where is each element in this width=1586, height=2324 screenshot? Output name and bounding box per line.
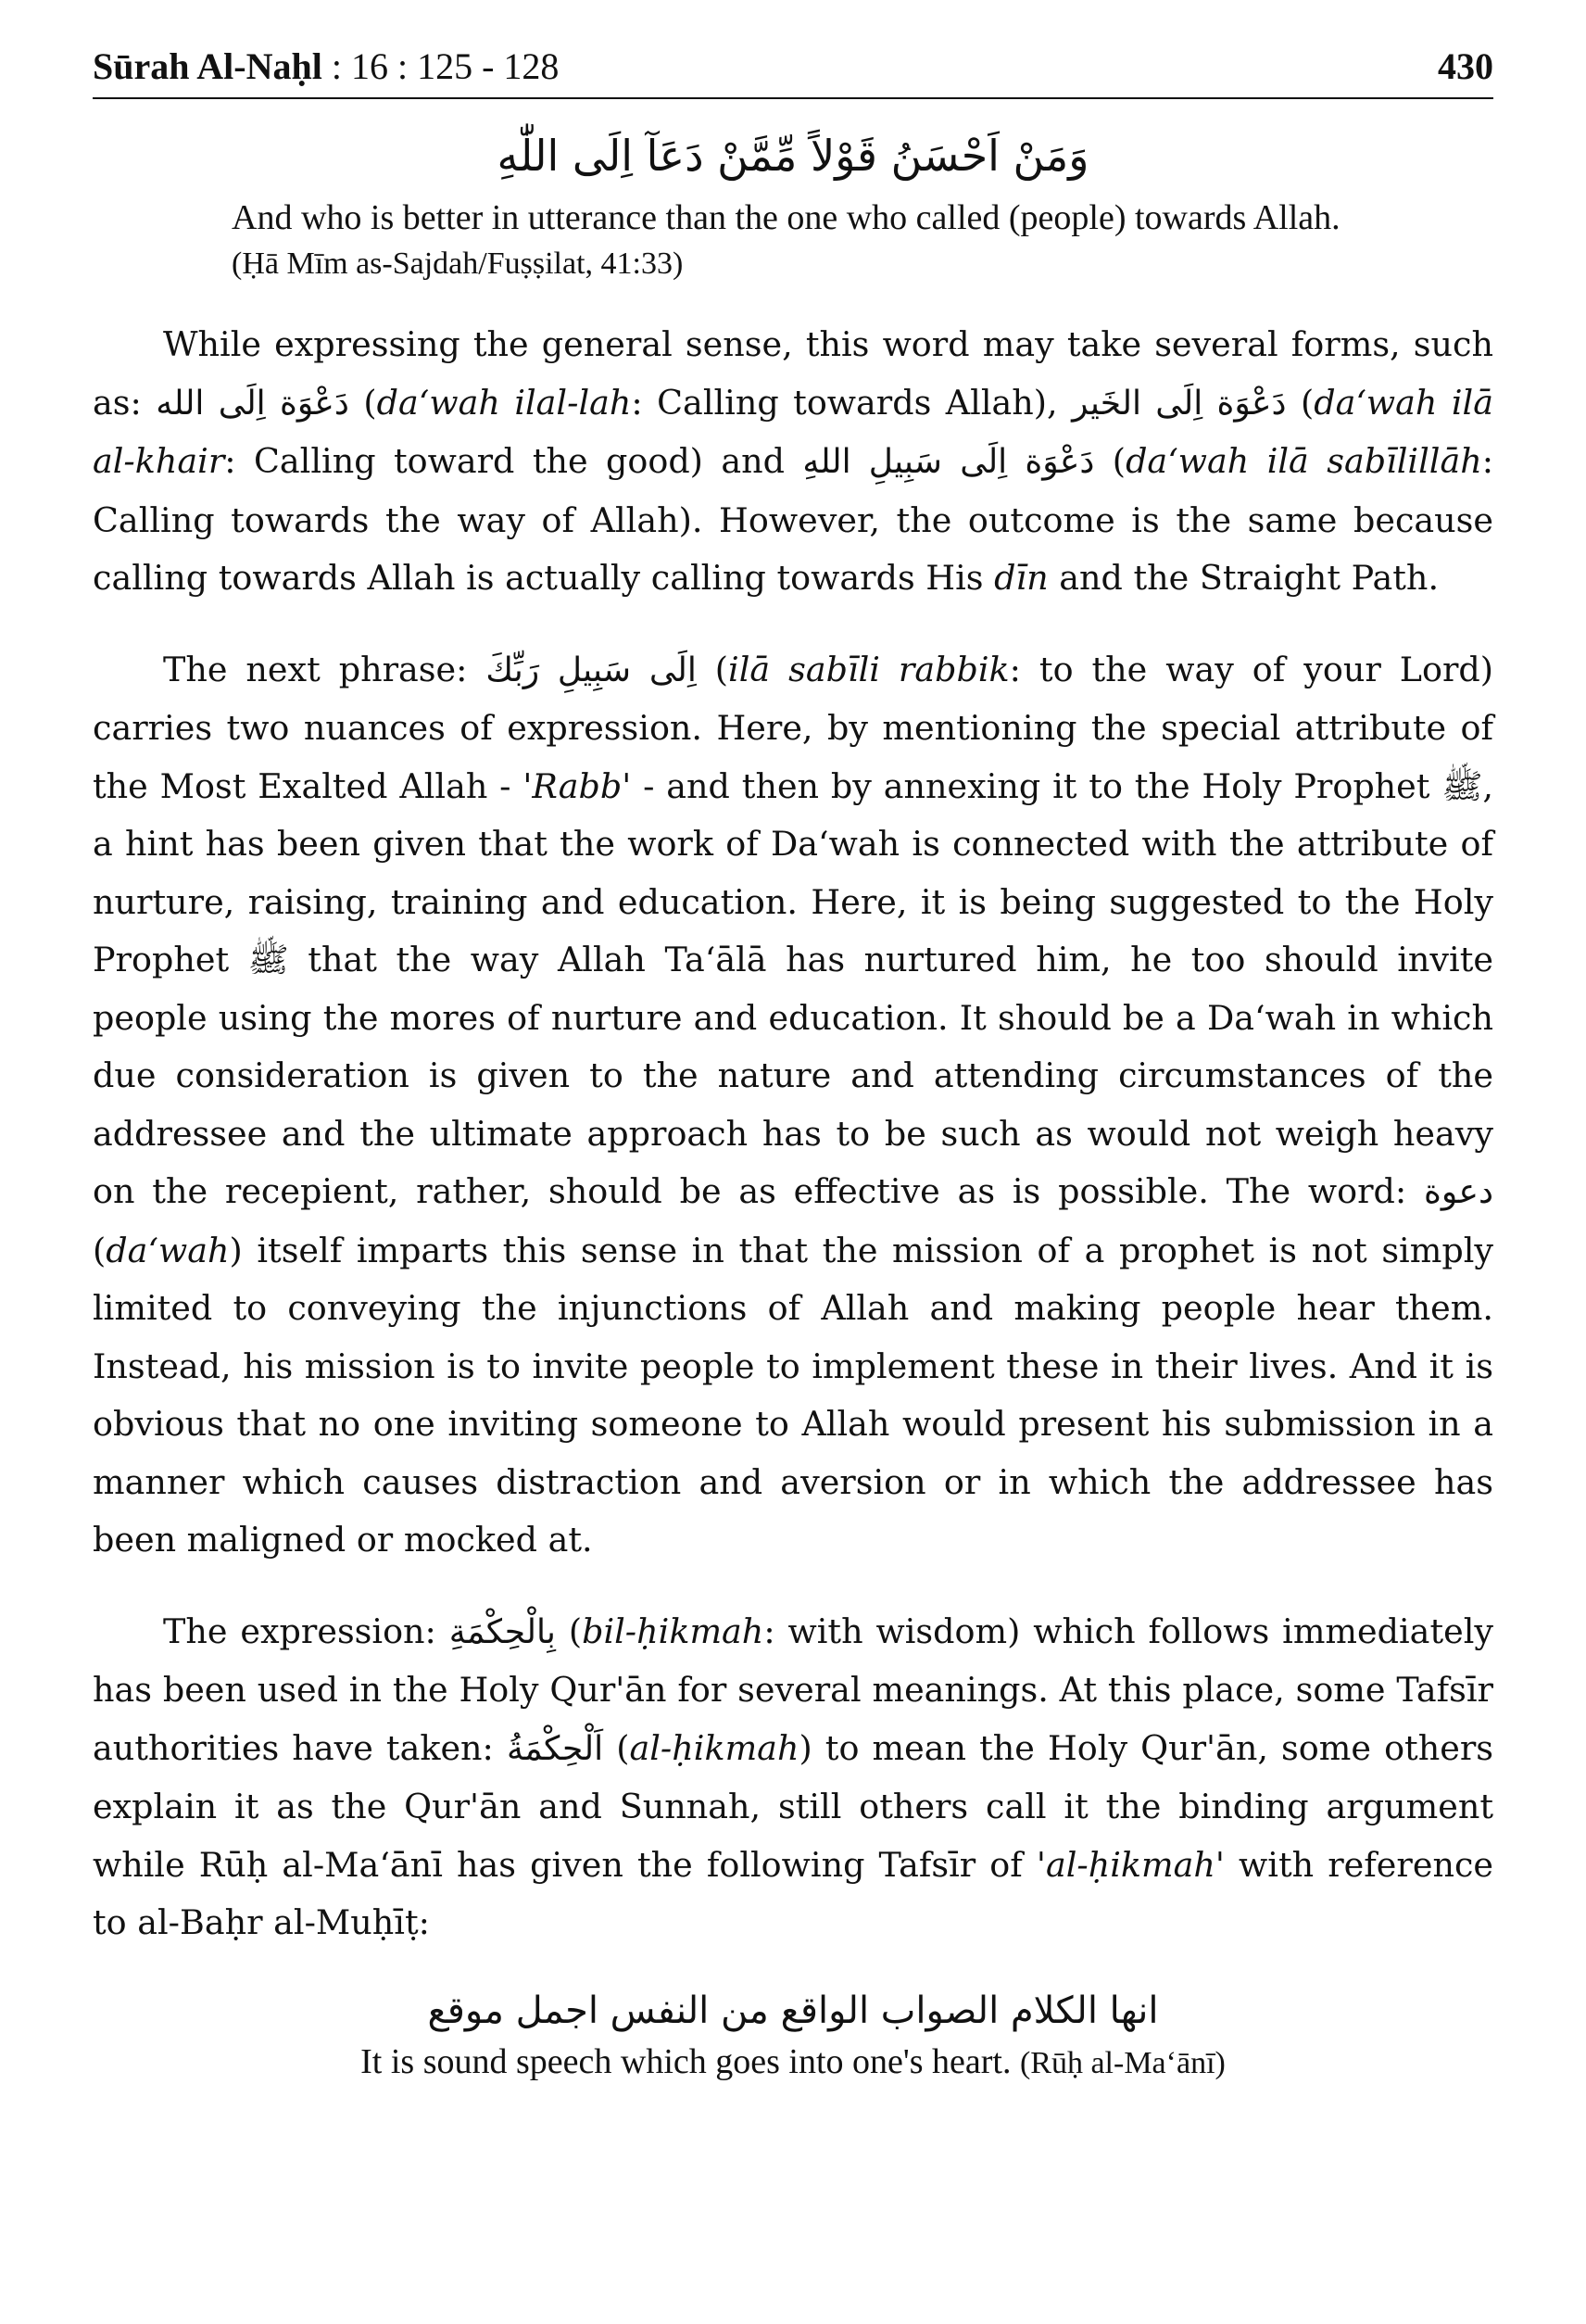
salutation-glyph: ﷺ [1441,765,1483,806]
header-title [93,44,559,88]
transliteration: da‘wah [106,1230,230,1270]
text-run: with reference to al-Baḥr al-Muḥīṭ: [93,1844,1493,1942]
verse-citation: (Ḥā Mīm as-Sajdah/Fuṣṣilat, 41:33) [232,246,684,281]
surah-name: Sūrah Al-Naḥl [93,45,322,87]
transliteration: ilā sabīli rabbik [728,649,1010,689]
arabic-term: دعوة [1424,1173,1493,1211]
text-run: , a hint has been given that the work of Da‘wah is connected with the attribute of nurture, raising, training and education. Here, it is being suggested to the Holy Prophet [93,765,1494,979]
verse-translation-text: And who is better in utterance than the one who called (people) towards Allah. [232,198,1341,237]
opening-verse-arabic: وَمَنْ اَحْسَنُ قَوْلاً مِّمَّنْ دَعَآ اِلَى اللّٰهِ [497,131,1089,181]
text-run: ) itself imparts this sense in that the mission of a prophet is not simply limited to conveying the injunctions of Allah and making people hear them. Instead, his mission is to invite people to implement these in their lives. And it is obvious that no one inviting someone to Allah would present his submission in a manner which causes distraction and aversion or in which the addressee has been maligned or mocked at. [93,1230,1493,1560]
transliteration: da‘wah ilal-lah [376,382,632,423]
text-run: The next phrase: [163,649,486,689]
text-run: : with wisdom) which follows immediately has been used in the Holy Qur'ān for several meanings. At this place, some Tafsīr authorities have taken: [93,1610,1494,1768]
text-run: While expressing the general sense, this word may take several forms, such as: [93,324,1493,423]
transliteration: 'al-ḥikmah' [1036,1844,1225,1885]
text-run: : Calling towards the way of Allah). However, the outcome is the same because calling towards Allah is actually calling towards His [93,441,1494,598]
transliteration: bil-ḥikmah [582,1610,764,1651]
transliteration: da‘wah ilā sabīlillāh [1126,441,1482,481]
paragraph-next-phrase: The next phrase: اِلَى سَبِيلِ رَبِّكَ (ilā sabīli rabbik: to the way of your Lord) carries two nuances of expression. Here, by mentioning the special attribute of the Most Exalted Allah - 'Rabb' - and then by annexing it to the Holy Prophet ﷺ, a hint has been given that the work of Da‘wah is connected with the attribute of nurture, raising, training and education. Here, it is being suggested to the Holy Prophet ﷺ that the way Allah Ta‘ālā has nurtured him, he too should invite people using the mores of nurture and education. It should be a Da‘wah in which due consideration is given to the nature and attending circumstances of the addressee and the ultimate approach has to be such as would not weigh heavy on the recepient, rather, should be as effective as is possible. The word: دعوة (da‘wah) itself imparts this sense in that the mission of a prophet is not simply limited to conveying the injunctions of Allah and making people hear them. Instead, his mission is to invite people to implement these in their lives. And it is obvious that no one inviting someone to Allah would present his submission in a manner which causes distraction and aversion or in which the addressee has been maligned or mocked at. [93,649,1494,1560]
page [93,44,1493,2082]
arabic-term: دَعْوَة اِلَى الله [156,384,349,423]
text-run: that the way Allah Ta‘ālā has nurtured him, he too should invite people using the mores of nurture and education. It should be a Da‘wah in which due consideration is given to the nature and attending circumstances of the addressee and the ultimate approach has to be such as would not weigh heavy on the recepient, rather, should be as effective as is possible. The word: [93,940,1493,1211]
text-run: The expression: [163,1610,449,1651]
transliteration: al-ḥikmah [629,1727,799,1768]
arabic-term: دَعْوَة اِلَى الخَير [1072,384,1287,423]
text-run: : to the way of your Lord) carries two nuances of expression. Here, by mentioning the special attribute of the Most Exalted Allah - [93,649,1494,806]
text-run: : Calling toward the good) and [224,441,803,481]
text-run: ) to mean the Holy Qur'ān, some others explain it as the Qur'ān and Sunnah, still others call it the binding argument while Rūḥ al-Ma‘ānī has given the following Tafsīr of [93,1727,1493,1885]
page-number: 430 [1438,45,1493,87]
paragraph-forms-of-dawah: While expressing the general sense, this word may take several forms, such as: دَعْوَة اِلَى الله (da‘wah ilal-lah: Calling towards Allah), دَعْوَة اِلَى الخَير (da‘wah ilā al-khair: Calling toward the good) and دَعْوَة اِلَى سَبِيلِ اللهِ (da‘wah ilā sabīlillāh: Calling towards the way of Allah). However, the outcome is the same because calling towards Allah is actually calling towards His dīn and the Straight Path. [93,324,1494,598]
closing-quote-arabic: انها الكلام الصواب الواقع من النفس اجمل موقع [427,1989,1159,2032]
closing-translation-text: It is sound speech which goes into one's heart. [360,2041,1020,2081]
transliteration: 'Rabb' [522,765,632,806]
arabic-term: اَلْحِكْمَةُ [506,1729,604,1768]
transliteration: da‘wah ilā al-khair [93,382,1493,481]
arabic-term: دَعْوَة اِلَى سَبِيلِ اللهِ [802,443,1095,481]
closing-citation: (Rūḥ al-Ma‘ānī) [1019,2045,1226,2080]
salutation-glyph: ﷺ [247,940,289,979]
text-run: and the Straight Path. [1048,558,1440,598]
opening-verse-translation [232,196,1371,286]
transliteration: dīn [994,558,1049,598]
text-run: - and then by annexing it to the Holy Prophet [631,765,1442,806]
paragraph-hikmah: The expression: بِالْحِكْمَةِ (bil-ḥikmah: with wisdom) which follows immediately has been used in the Holy Qur'ān for several meanings. At this place, some Tafsīr authorities have taken: اَلْحِكْمَةُ (al-ḥikmah) to mean the Holy Qur'ān, some others explain it as the Qur'ān and Sunnah, still others call it the binding argument while Rūḥ al-Ma‘ānī has given the following Tafsīr of 'al-ḥikmah' with reference to al-Baḥr al-Muḥīṭ: [93,1610,1494,1942]
verse-range: : 16 : 125 - 128 [321,45,560,87]
arabic-term: بِالْحِكْمَةِ [448,1612,556,1651]
text-run: : Calling towards Allah), [631,382,1073,423]
arabic-term: اِلَى سَبِيلِ رَبِّكَ [485,650,697,689]
closing-quote-translation [93,2041,1493,2082]
running-header [93,44,1493,99]
